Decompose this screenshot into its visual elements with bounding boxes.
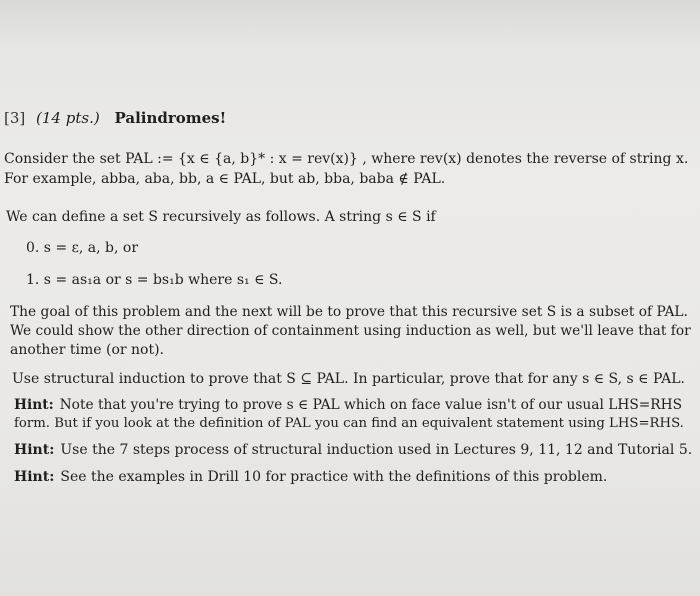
problem-heading	[4, 109, 226, 127]
hint-3	[14, 468, 607, 486]
hint-3-text: See the examples in Drill 10 for practice with the definitions of this problem.	[60, 469, 608, 485]
definition-line-2: For example, abba, aba, bb, a ∈ PAL, but ab, bba, baba ∉ PAL.	[4, 171, 446, 187]
definition-line-1: Consider the set PAL := {x ∈ {a, b}* : x = rev(x)} , where rev(x) denotes the reverse of string x.	[4, 151, 689, 167]
hint-2-text: Use the 7 steps process of structural induction used in Lectures 9, 11, 12 and Tutorial 5.	[60, 442, 693, 458]
recursive-case-1: 1. s = as₁a or s = bs₁b where s₁ ∈ S.	[26, 272, 283, 288]
problem-points: (14 pts.)	[36, 109, 100, 127]
goal-line-2: We could show the other direction of containment using induction as well, but we'll leave that for	[10, 323, 691, 339]
task-statement: Use structural induction to prove that S ⊆ PAL. In particular, prove that for any s ∈ S, s ∈ PAL.	[12, 371, 685, 387]
hint-label: Hint:	[14, 397, 54, 413]
recursive-case-0: 0. s = ε, a, b, or	[26, 240, 139, 256]
hint-label: Hint:	[14, 442, 55, 458]
goal-line-1: The goal of this problem and the next will be to prove that this recursive set S is a subset of PAL.	[10, 304, 688, 320]
hint-1-continued: form. But if you look at the definition of PAL you can find an equivalent statement using LHS=RHS.	[14, 416, 684, 431]
recursive-intro: We can define a set S recursively as follows. A string s ∈ S if	[6, 209, 436, 225]
hint-1-text: Note that you're trying to prove s ∈ PAL which on face value isn't of our usual LHS=RHS	[59, 397, 683, 413]
hint-2	[14, 441, 692, 459]
problem-number: [3]	[4, 109, 26, 127]
problem-title: Palindromes!	[114, 109, 227, 127]
hint-label: Hint:	[14, 469, 55, 485]
hint-1	[14, 396, 682, 414]
goal-line-3: another time (or not).	[10, 342, 164, 358]
